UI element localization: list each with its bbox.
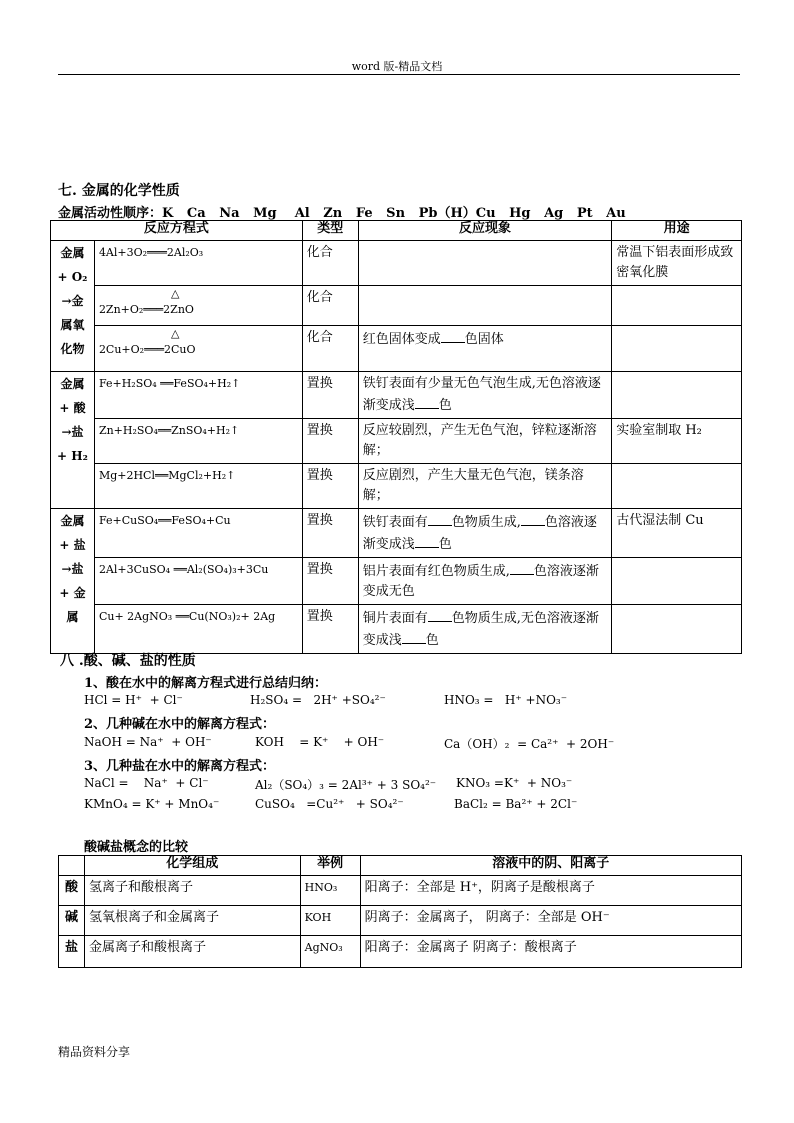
phenomenon [358, 558, 611, 605]
reaction-type: 化合 [302, 286, 358, 326]
phenomenon: 反应剧烈，产生大量无色气泡，镁条溶解； [358, 464, 611, 509]
fill-blank [402, 629, 426, 644]
section7-title: 七. 金属的化学性质 [58, 183, 180, 199]
phenomenon-text: 色物质生成, [451, 515, 521, 530]
use: 实验室制取 H₂ [612, 419, 742, 464]
phenomenon-text: 铁钉表面有 [362, 515, 428, 530]
group-metal-acid: 金属 + 酸 →盐 + H₂ [51, 372, 95, 509]
fill-blank [441, 328, 465, 343]
use: 常温下铝表面形成致密氧化膜 [612, 241, 742, 286]
equation-text: 2Zn+O₂═══2ZnO [98, 303, 194, 316]
salt-eq-cuso4: CuSO₄ =Cu²⁺ + SO₄²⁻ [255, 797, 404, 811]
equation: Fe+CuSO₄══FeSO₄+Cu [94, 509, 302, 558]
salt-eq-al2so43: Al₂（SO₄）₃ = 2Al³⁺ + 3 SO₄²⁻ [255, 778, 437, 792]
header-rule [58, 74, 740, 75]
col-phenomenon: 反应现象 [358, 221, 611, 241]
example: AgNO₃ [300, 936, 360, 968]
reaction-type: 置换 [302, 464, 358, 509]
reaction-type: 置换 [302, 509, 358, 558]
ions: 阳离子：金属离子 阴离子：酸根离子 [360, 936, 741, 968]
use: 古代湿法制 Cu [612, 509, 742, 558]
base-eq-caoh2: Ca（OH）₂ = Ca²⁺ + 2OH⁻ [444, 737, 615, 751]
equation-text: 2Cu+O₂═══2CuO [98, 343, 196, 356]
equation [94, 286, 302, 326]
phenomenon-text: 红色固体变成 [362, 332, 441, 347]
salt-eq-kno3: KNO₃ =K⁺ + NO₃⁻ [456, 776, 573, 790]
phenomenon-text: 色溶液逐渐变成无色 [362, 564, 599, 599]
group-metal-oxygen: 金属 + O₂ →金 属氧 化物 [51, 241, 95, 372]
equation: 2Al+3CuSO₄ ══Al₂(SO₄)₃+3Cu [94, 558, 302, 605]
phenomenon-text: 铝片表面有红色物质生成, [362, 564, 510, 579]
equation: 4Al+3O₂═══2Al₂O₃ [94, 241, 302, 286]
phenomenon [358, 605, 611, 654]
salt-subtitle: 3、几种盐在水中的解离方程式： [84, 759, 276, 774]
compare-title: 酸碱盐概念的比较 [84, 840, 189, 855]
fill-blank [415, 394, 439, 409]
base-subtitle: 2、几种碱在水中的解离方程式： [84, 717, 276, 732]
equation [94, 326, 302, 372]
use [612, 605, 742, 654]
acid-eq-hno3: HNO₃ = H⁺ +NO₃⁻ [444, 693, 568, 707]
col-ions: 溶液中的阴、阳离子 [360, 856, 741, 876]
reaction-type: 化合 [302, 241, 358, 286]
equation: Fe+H₂SO₄ ══FeSO₄+H₂↑ [94, 372, 302, 419]
row-name-acid: 酸 [59, 876, 85, 906]
heat-symbol: △ [170, 287, 180, 300]
heat-symbol: △ [170, 327, 180, 340]
phenomenon [358, 286, 611, 326]
base-eq-koh: KOH = K⁺ + OH⁻ [255, 735, 385, 749]
ions: 阳离子：全部是 H⁺，阴离子是酸根离子 [360, 876, 741, 906]
fill-blank [521, 511, 545, 526]
example: KOH [300, 906, 360, 936]
phenomenon: 反应较剧烈，产生无色气泡，锌粒逐渐溶解； [358, 419, 611, 464]
salt-eq-bacl2: BaCl₂ = Ba²⁺ + 2Cl⁻ [454, 797, 578, 811]
phenomenon-text: 色 [425, 633, 439, 648]
equation: Cu+ 2AgNO₃ ══Cu(NO₃)₂+ 2Ag [94, 605, 302, 654]
col-equation: 反应方程式 [51, 221, 303, 241]
phenomenon [358, 509, 611, 558]
col-type: 类型 [302, 221, 358, 241]
reaction-type: 置换 [302, 605, 358, 654]
phenomenon-text: 色物质生成,无色溶液逐渐变成浅 [362, 611, 599, 648]
salt-eq-nacl: NaCl = Na⁺ + Cl⁻ [84, 776, 209, 790]
use [612, 372, 742, 419]
metal-properties-table [50, 220, 742, 654]
fill-blank [428, 607, 452, 622]
acid-base-salt-table [58, 855, 742, 968]
page-header: word 版-精品文档 [351, 60, 443, 73]
page-footer: 精品资料分享 [58, 1045, 131, 1059]
col-composition: 化学组成 [84, 856, 300, 876]
reaction-type: 化合 [302, 326, 358, 372]
equation: Zn+H₂SO₄══ZnSO₄+H₂↑ [94, 419, 302, 464]
reaction-type: 置换 [302, 372, 358, 419]
phenomenon-text: 色 [438, 537, 452, 552]
col-use: 用途 [612, 221, 742, 241]
reaction-type: 置换 [302, 419, 358, 464]
salt-eq-kmno4: KMnO₄ = K⁺ + MnO₄⁻ [84, 797, 220, 811]
phenomenon [358, 326, 611, 372]
col-example: 举例 [300, 856, 360, 876]
phenomenon-text: 色 [438, 398, 452, 413]
phenomenon-text: 色溶液逐渐变成浅 [362, 515, 597, 552]
phenomenon [358, 241, 611, 286]
ions: 阴离子：金属离子， 阴离子：全部是 OH⁻ [360, 906, 741, 936]
phenomenon [358, 372, 611, 419]
composition: 氢离子和酸根离子 [84, 876, 300, 906]
fill-blank [415, 533, 439, 548]
row-name-salt: 盐 [59, 936, 85, 968]
reaction-type: 置换 [302, 558, 358, 605]
phenomenon-text: 色固体 [464, 332, 504, 347]
use [612, 326, 742, 372]
base-eq-naoh: NaOH = Na⁺ + OH⁻ [84, 735, 212, 749]
phenomenon-text: 铜片表面有 [362, 611, 428, 626]
equation: Mg+2HCl══MgCl₂+H₂↑ [94, 464, 302, 509]
acid-eq-hcl: HCl = H⁺ + Cl⁻ [84, 693, 183, 707]
use [612, 464, 742, 509]
acid-subtitle: 1、酸在水中的解离方程式进行总结归纳： [84, 676, 328, 691]
col-blank [59, 856, 85, 876]
activity-series: 金属活动性顺序：K Ca Na Mg Al Zn Fe Sn Pb（H）Cu Hg Ag Pt Au [58, 206, 626, 221]
composition: 金属离子和酸根离子 [84, 936, 300, 968]
fill-blank [428, 511, 452, 526]
row-name-base: 碱 [59, 906, 85, 936]
fill-blank [510, 560, 534, 575]
use [612, 286, 742, 326]
phenomenon-text: 铁钉表面有少量无色气泡生成,无色溶液逐渐变成浅 [362, 376, 601, 413]
example: HNO₃ [300, 876, 360, 906]
use [612, 558, 742, 605]
acid-eq-h2so4: H₂SO₄ = 2H⁺ +SO₄²⁻ [250, 693, 386, 707]
group-metal-salt: 金属 + 盐 →盐 + 金 属 [51, 509, 95, 654]
section8-title: 八 .酸、碱、盐的性质 [60, 653, 196, 669]
composition: 氢氧根离子和金属离子 [84, 906, 300, 936]
